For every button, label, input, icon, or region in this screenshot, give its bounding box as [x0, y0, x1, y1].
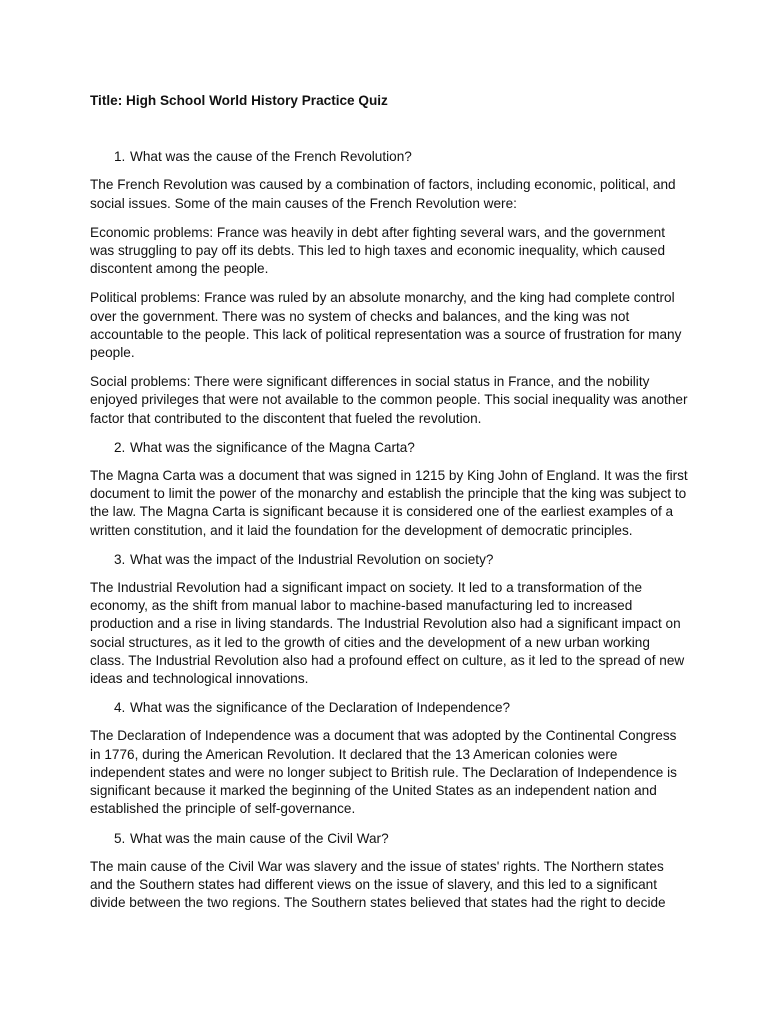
answer-paragraph: The French Revolution was caused by a combination of factors, including economic, political, and social issues. Some of the main causes of the French Revolution were: — [90, 177, 676, 211]
question-text: What was the impact of the Industrial Revolution on society? — [130, 551, 494, 567]
answer-paragraph: Social problems: There were significant differences in social status in France, and the nobility enjoyed privileges that were not available to the common people. This social inequality was another factor that contributed to the discontent that fueled the revolution. — [90, 374, 688, 426]
question-2 — [90, 439, 688, 457]
question-number: 3. — [114, 551, 126, 567]
document-title: Title: High School World History Practice Quiz — [90, 93, 388, 108]
question-text: What was the significance of the Declaration of Independence? — [130, 700, 511, 716]
question-4 — [90, 699, 688, 717]
answer-paragraph: The Magna Carta was a document that was signed in 1215 by King John of England. It was the first document to limit the power of the monarchy and establish the principle that the king was subject to the law. The Magna Carta is significant because it is considered one of the earliest examples of a written constitution, and it laid the foundation for the development of democratic principles. — [90, 468, 688, 538]
question-3 — [90, 551, 688, 569]
question-1 — [90, 148, 688, 166]
answer-paragraph: The Declaration of Independence was a document that was adopted by the Continental Congress in 1776, during the American Revolution. It declared that the 13 American colonies were independent states and were no longer subject to British rule. The Declaration of Independence is significant because it marked the beginning of the United States as an independent nation and established the principle of self-governance. — [90, 728, 677, 817]
question-text: What was the significance of the Magna Carta? — [130, 439, 415, 455]
answer-paragraph: Political problems: France was ruled by an absolute monarchy, and the king had complete control over the government. There was no system of checks and balances, and the king was not accountable to the people. This lack of political representation was a source of frustration for many people. — [90, 290, 682, 361]
question-number: 2. — [114, 439, 126, 455]
question-number: 4. — [114, 700, 126, 716]
question-text: What was the cause of the French Revolution? — [130, 149, 412, 165]
answer-paragraph: The Industrial Revolution had a significant impact on society. It led to a transformation of the economy, as the shift from manual labor to machine-based manufacturing led to increased production and a rise in living standards. The Industrial Revolution also had a significant impact on social structures, as it led to the growth of cities and the development of a new urban working class. The Industrial Revolution also had a profound effect on culture, as it led to the spread of new ideas and technological innovations. — [90, 580, 685, 687]
question-5 — [90, 830, 688, 848]
question-number: 5. — [114, 830, 126, 846]
answer-paragraph: The main cause of the Civil War was slavery and the issue of states' rights. The Northern states and the Southern states had different views on the issue of slavery, and this led to a significant divide between the two regions. The Southern states believed that states had the right to decide — [90, 858, 666, 911]
question-number: 1. — [114, 149, 126, 165]
answer-paragraph: Economic problems: France was heavily in debt after fighting several wars, and the government was struggling to pay off its debts. This led to high taxes and economic inequality, which caused discontent among the people. — [90, 224, 666, 277]
question-text: What was the main cause of the Civil War? — [130, 830, 389, 846]
